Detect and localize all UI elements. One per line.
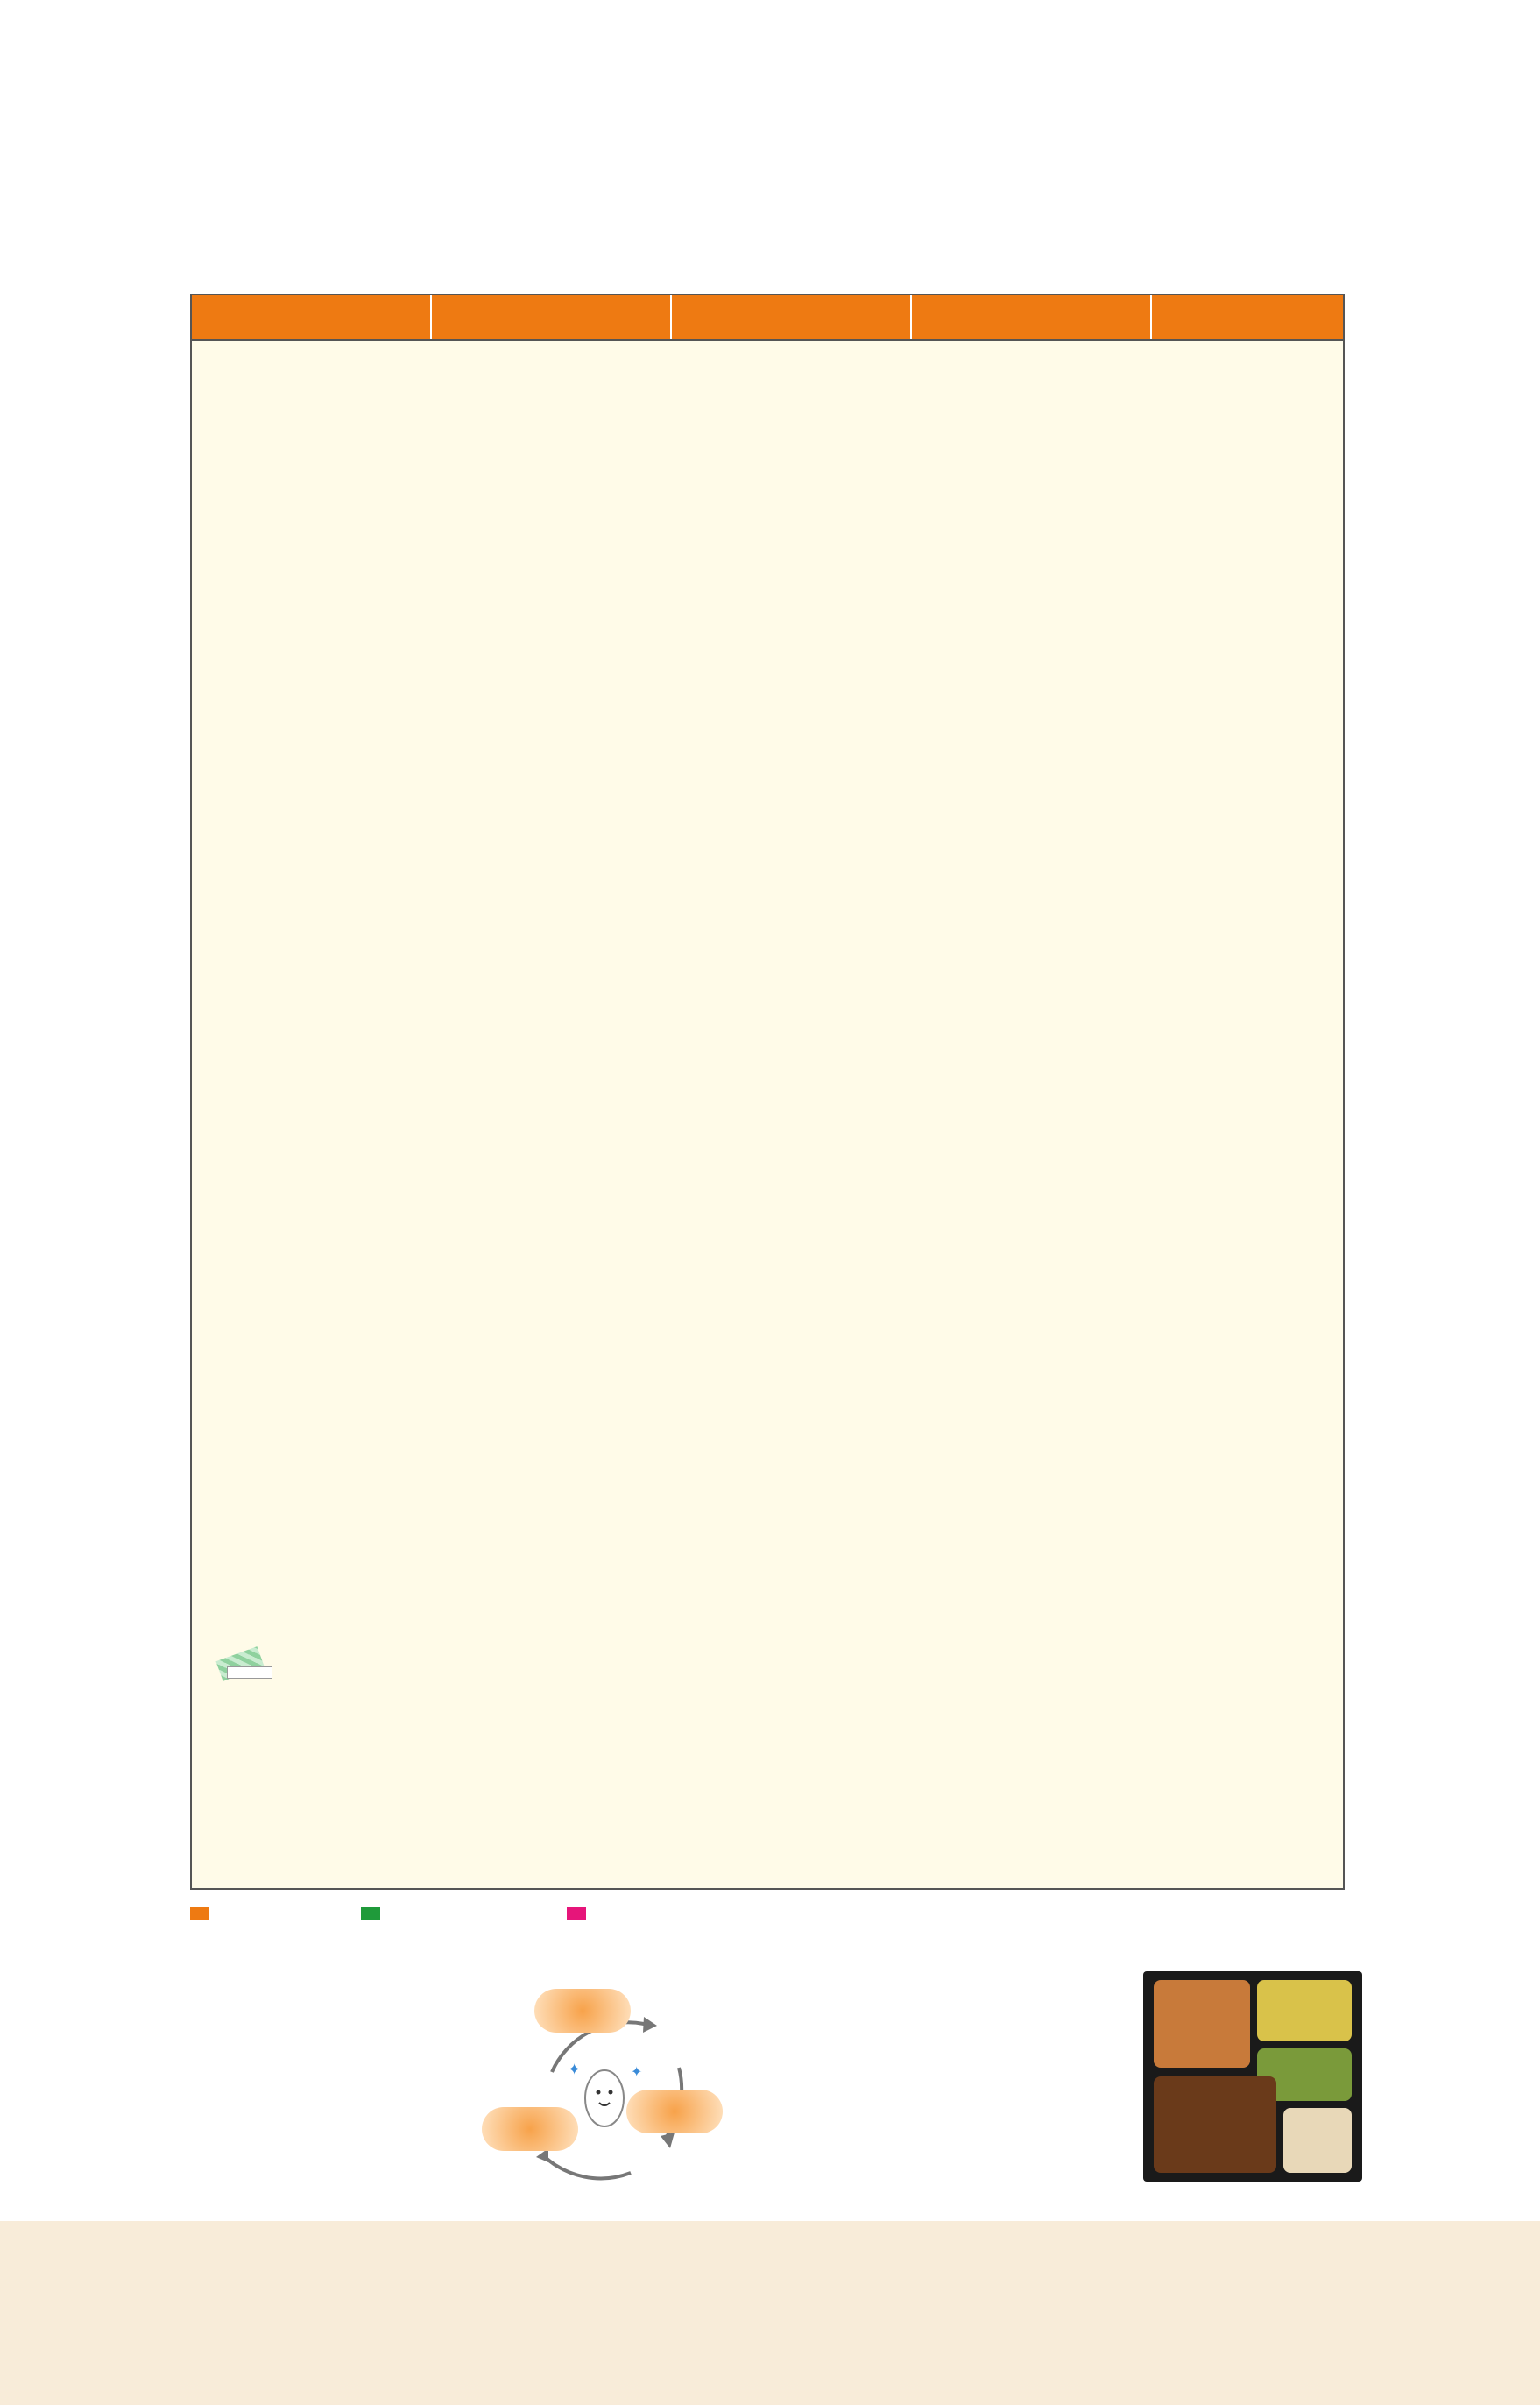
menu-calendar [190,294,1345,1890]
bubble-fun [626,2090,723,2133]
svg-text:✦: ✦ [631,2063,643,2080]
legend-orange [190,1906,215,1922]
footer-banner [0,2221,1540,2405]
svg-text:✦: ✦ [568,2061,582,2079]
bubble-health [482,2107,578,2151]
legend-pink [567,1906,591,1922]
rice-cycle-diagram [491,1989,718,2190]
lineup-title [227,1666,272,1679]
weekly-lineup [192,1636,1343,1890]
calendar-header-bar [192,295,1343,341]
bubble-tasty [534,1989,631,2033]
legend-green [361,1906,385,1922]
bento-photo [1143,1971,1362,2182]
